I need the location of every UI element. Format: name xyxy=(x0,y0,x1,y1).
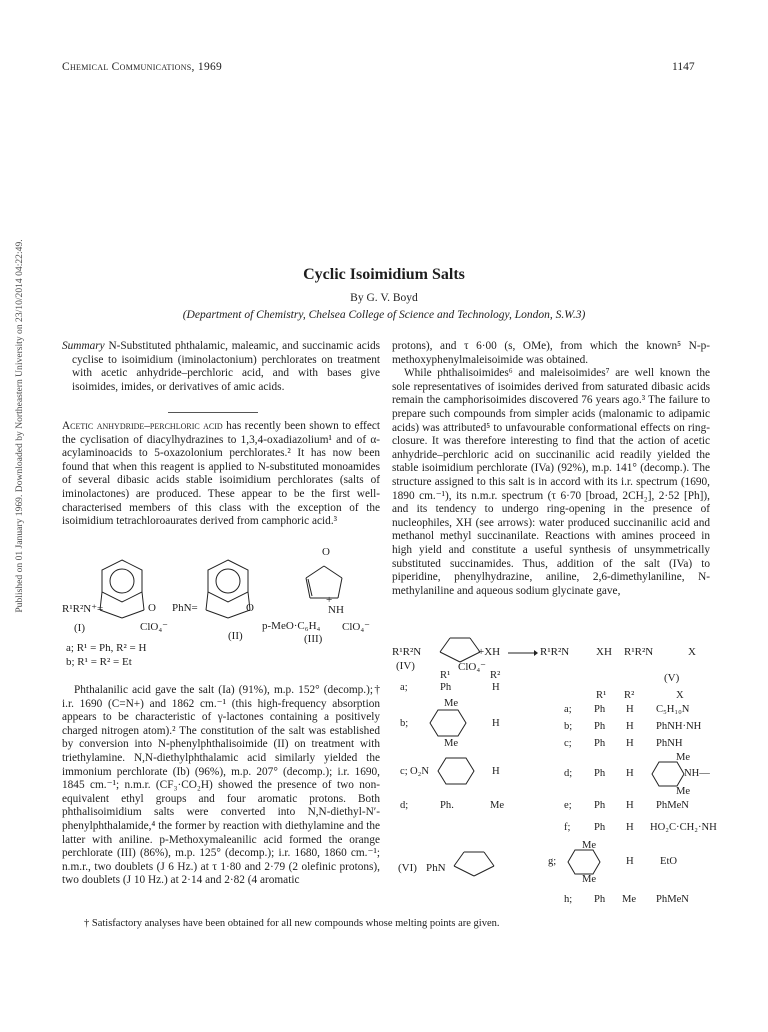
structure-V-x: X xyxy=(688,646,696,658)
structure-I-variant-b: b; R¹ = R² = Et xyxy=(66,656,132,668)
table-V-row-key: b; xyxy=(564,721,573,732)
structure-VI-label: (VI) xyxy=(398,862,417,874)
table-V-row-r1: Ph xyxy=(594,738,606,749)
structure-II-label: (II) xyxy=(228,630,243,642)
table-IV-row-r2: Me xyxy=(490,800,505,811)
table-V-row-substituent: Me xyxy=(676,752,691,763)
table-V-row-key: h; xyxy=(564,894,573,905)
table-V-row-r2: H xyxy=(626,704,634,715)
structure-V-xh: XH xyxy=(596,646,612,658)
structure-I-ring xyxy=(92,556,162,626)
table-V-row-substituent: Me xyxy=(582,874,597,885)
right-para2: While phthalisoimides⁶ and maleisoimides⁷ are well known the sole representatives of isoimides derived from saturated dibasic acids remain the camphorisoimides discovered 76 years ago.³ The failure to prepare such compounds from simpler acids (malonamic to adipamic acids) was attributed⁵ to unfavourable conformational effects on ring-closure. It was therefore interesting to find that the action of acetic anhydride–perchloric acid on succinanilic acid readily yielded the stable isoimidium perchlorate (IVa) (92%), m.p. 141° (decomp.). The structure assigned to this salt is in accord with its i.r. spectrum (1690, 1890 cm.⁻¹), its n.m.r. spectrum (τ 6·70 [broad, 2CH₂], 2·52 [Ph]), and its tendency to undergo ring-opening in the presence of nucleophiles, XH (see arrows): water produced succinanilic acid and methanol methyl succinanilate. Reactions with amines proceed in high yield and constitute a useful synthesis of unsymmetrically substituted succinamides. Thus, addition of the salt (IVa) to piperidine, phenylhydrazine, aniline, 2,6-dimethylaniline, N-methylaniline and aqueous sodium glycinate gave, xyxy=(392,367,710,597)
structure-I-substituent: R¹R²N⁺= xyxy=(62,603,104,615)
structure-IV-label: (IV) xyxy=(396,660,415,672)
table-IV-row-key: a; xyxy=(400,682,408,693)
para1-lead: Acetic anhydride–perchloric acid xyxy=(62,420,223,432)
table-V-head-r2: R² xyxy=(624,690,635,701)
table-V-row-r1: Ph xyxy=(594,894,606,905)
table-V-row-substituent: Me xyxy=(676,786,691,797)
affiliation: (Department of Chemistry, Chelsea College of Science and Technology, London, S.W.3) xyxy=(182,309,586,321)
table-V-row-r1: Ph xyxy=(594,822,606,833)
table-V-row-key: c; xyxy=(564,738,572,749)
table-V-row-r2: Me xyxy=(622,894,637,905)
structure-I-label: (I) xyxy=(74,622,85,634)
table-V-row-r1: Ph xyxy=(594,768,606,779)
table-V-row-key: e; xyxy=(564,800,572,811)
reaction-arrow xyxy=(508,648,538,658)
left-para2-text: Phthalanilic acid gave the salt (Ia) (91%), m.p. 152° (decomp.);† i.r. 1690 (C=N+) and 1862 cm.⁻¹ (this high-frequency absorption appears to be characteristic of γ-lactones containing a positively charged nitrogen atom).² The constitution of the salt was established by conversion into N-phenylphthalisoimide (II) on treatment with triethylamine. N,N-diethylphthalamic acid similarly yielded the immonium perchlorate (Ib) (96%), m.p. 207° (decomp.); i.r. 1690, 1845 cm.⁻¹; n.m.r. (CF₃·CO₂H) showed the presence of two non-equivalent ethyl groups and four aromatic protons. Both phthalisoimidium salts were converted into N,N-diethyl-N′-phenylphthalamide,⁴ the former by reaction with diethylamine and the latter with aniline. p-Methoxymaleanilic acid formed the orange perchlorate (III) (86%), m.p. 125° (decomp.); i.r. 1680, 1860 cm.⁻¹; n.m.r., two doublets (J 6 Hz.) at τ 1·80 and 2·79 (2 olefinic protons), two doublets (J 10 Hz.) at 2·14 and 2·82 (4 aromatic xyxy=(62,684,380,887)
table-V-row-r2: H xyxy=(626,800,634,811)
structure-V-intermediate: R¹R²N xyxy=(540,646,570,658)
structure-IV-anion: ClO₄⁻ xyxy=(458,661,486,673)
structure-II-ring xyxy=(198,556,268,626)
aryl-ring-icon xyxy=(566,848,602,876)
summary-label: Summary xyxy=(62,340,105,352)
table-IV-row-r2: H xyxy=(492,718,500,729)
table-IV-row-substituent: Me xyxy=(444,738,459,749)
table-V-head-x: X xyxy=(676,690,684,701)
table-V-row-x: HO₂C·CH₂·NH xyxy=(650,822,717,833)
structure-III-anion: ClO₄⁻ xyxy=(342,621,370,633)
right-para1: protons), and τ 6·00 (s, OMe), from which the known⁵ N-p-methoxyphenylmaleisoimide was obtained. xyxy=(392,340,710,366)
structure-I-oxygen: O xyxy=(148,602,156,614)
table-IV-row-key: d; xyxy=(400,800,409,811)
table-V-row-key: d; xyxy=(564,768,573,779)
structure-III-nh: NH xyxy=(328,604,344,616)
table-V-row-r2: H xyxy=(626,738,634,749)
structure-I-anion: ClO₄⁻ xyxy=(140,621,168,633)
summary-text: N-Substituted phthalamic, maleamic, and succinamic acids cyclise to isoimidium (iminolactonium) perchlorates on treatment with acetic anhydride–perchloric acid, and with bases give isoimides, imides, or derivatives of amic acids. xyxy=(72,340,381,393)
table-V-row-r1: Ph xyxy=(594,704,606,715)
table-IV-head-r1: R¹ xyxy=(440,670,451,681)
table-V-head-r1: R¹ xyxy=(596,690,607,701)
structure-II-oxygen: O xyxy=(246,602,254,614)
para1-text: has recently been shown to effect the cyclisation of diacylhydrazines to 1,3,4-oxadiazolium¹ and of α-acylaminoacids to 5-oxazolonium perchlorates.² It has now been found that when this reagent is applied to N-substituted monoamides of several dibasic acids stable isoimidium perchlorates (salts of iminolactones) are produced. These appear to be the first well-characterised members of this class with the exception of the isoimidium tetrachloroaurates derived from camphoric acid.³ xyxy=(62,420,380,528)
article-title: Cyclic Isoimidium Salts xyxy=(303,266,465,283)
structure-IV-nucleophile: +XH xyxy=(478,646,501,658)
table-V-row-x: PhNH·NH xyxy=(656,721,702,732)
table-V-row-r1: Ph xyxy=(594,721,606,732)
table-V-row-key: a; xyxy=(564,704,572,715)
structure-III-substituent: p-MeO·C₆H₄ xyxy=(262,620,321,632)
aryl-ring-icon xyxy=(436,756,476,786)
table-IV-row-substituent: O₂N xyxy=(410,766,429,777)
table-V-row-x: NH— xyxy=(684,768,710,779)
table-V-row-x: EtO xyxy=(660,856,678,867)
structure-I-variant-a: a; R¹ = Ph, R² = H xyxy=(66,642,147,654)
aryl-ring-icon xyxy=(650,760,686,788)
structure-VI-ring xyxy=(450,848,500,882)
table-IV-head-r2: R² xyxy=(490,670,501,681)
table-V-row-key: g; xyxy=(548,856,557,867)
structure-III-oxygen: O xyxy=(322,546,330,558)
table-IV-row-key: b; xyxy=(400,718,409,729)
structure-III-plus: + xyxy=(326,594,333,606)
structure-VI-substituent: PhN xyxy=(426,862,446,874)
table-V-row-r1: Ph xyxy=(594,800,606,811)
table-V-row-r2: H xyxy=(626,822,634,833)
table-V-row-substituent: Me xyxy=(582,840,597,851)
table-IV-row-r2: H xyxy=(492,682,500,693)
table-IV-row-r1: Ph. xyxy=(440,800,454,811)
structure-III-label: (III) xyxy=(304,633,323,645)
table-V-row-x: PhNH xyxy=(656,738,683,749)
structure-II-substituent: PhN= xyxy=(172,602,198,614)
table-V-row-x: PhMeN xyxy=(656,894,689,905)
table-IV-row-r2: H xyxy=(492,766,500,777)
structure-III-ring xyxy=(296,562,356,618)
page-number: 1147 xyxy=(672,61,695,73)
separator-rule xyxy=(168,412,258,413)
table-V-row-r2: H xyxy=(626,768,634,779)
table-IV-row-r1: Ph xyxy=(440,682,452,693)
table-IV-row-key: c; xyxy=(400,766,408,777)
footnote: † Satisfactory analyses have been obtained for all new compounds whose melting points are given. xyxy=(84,918,500,929)
aryl-ring-icon xyxy=(428,708,468,738)
byline: By G. V. Boyd xyxy=(350,292,418,304)
table-V-row-x: PhMeN xyxy=(656,800,689,811)
table-V-row-r2: H xyxy=(626,856,634,867)
structure-IV-substituent: R¹R²N xyxy=(392,646,422,658)
table-V-row-r2: H xyxy=(626,721,634,732)
structure-V-label: (V) xyxy=(664,672,680,684)
left-paragraph-2 xyxy=(62,684,380,888)
download-notice: Published on 01 January 1969. Downloaded by Northeastern University on 23/10/2014 04:22:49. xyxy=(14,239,25,613)
journal-header: Chemical Communications, 1969 xyxy=(62,61,223,73)
structure-V-product: R¹R²N xyxy=(624,646,654,658)
table-V-row-key: f; xyxy=(564,822,571,833)
table-IV-row-substituent: Me xyxy=(444,698,459,709)
table-V-row-x: C₅H₁₀N xyxy=(656,704,690,715)
summary xyxy=(62,340,380,394)
left-paragraph-1 xyxy=(62,420,380,529)
right-column-text xyxy=(392,340,710,598)
